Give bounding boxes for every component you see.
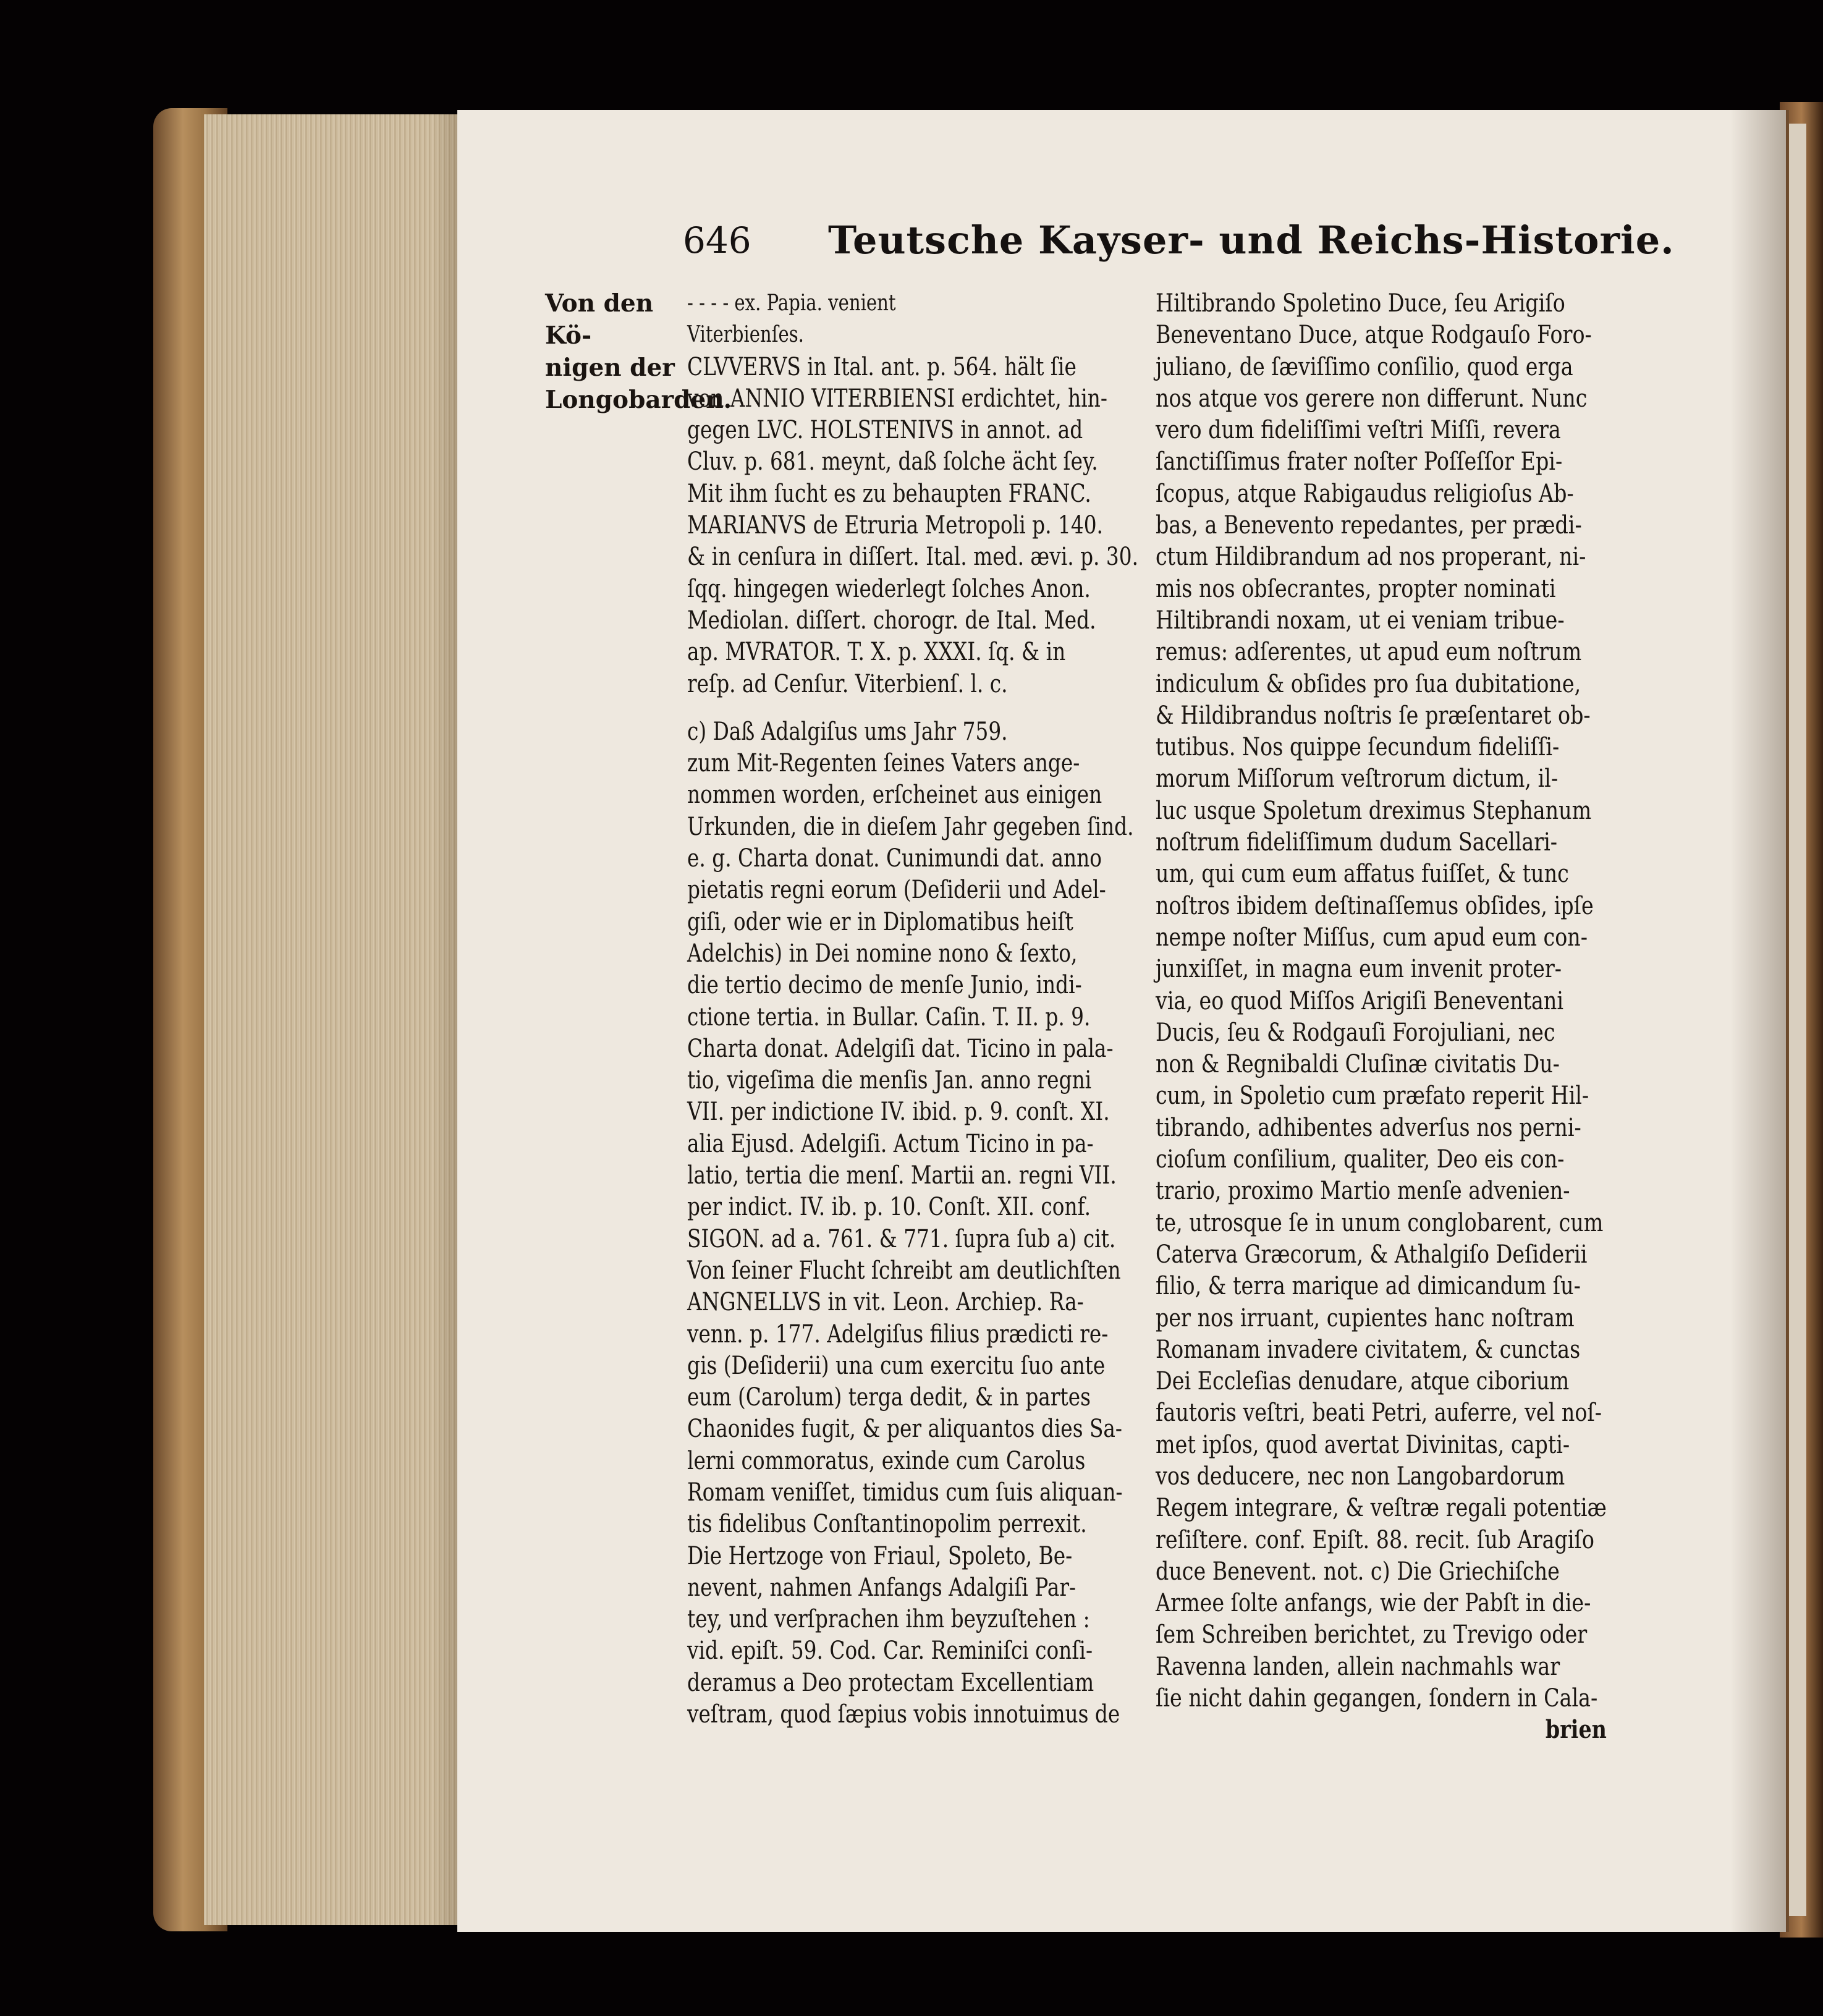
text-line: Urkunden, die in dieſem Jahr gegeben ſind. bbox=[687, 811, 1134, 841]
text-line: Von ſeiner Flucht ſchreibt am deutlichſten bbox=[687, 1255, 1121, 1285]
text-line: Chaonides fugit, & per aliquantos dies Sa- bbox=[687, 1413, 1123, 1444]
text-line: Caterva Græcorum, & Athalgiſo Deſiderii bbox=[1156, 1239, 1588, 1269]
text-line: ſcopus, atque Rabigaudus religioſus Ab- bbox=[1156, 478, 1574, 508]
text-line: ſqq. hingegen wiederlegt ſolches Anon. bbox=[687, 573, 1091, 603]
text-line: Beneventano Duce, atque Rodgauſo Foro- bbox=[1156, 320, 1592, 350]
text-line: ſanctiſſimus frater noſter Poſſeſſor Epi- bbox=[1156, 446, 1563, 476]
text-line: cioſum conſilium, qualiter, Deo eis con- bbox=[1156, 1144, 1565, 1174]
text-line: cum, in Spoletio cum præfato reperit Hil- bbox=[1156, 1080, 1589, 1111]
text-line: duce Benevent. not. c) Die Griechiſche bbox=[1156, 1556, 1560, 1586]
text-line: VII. per indictione IV. ibid. p. 9. conſt. XI. bbox=[687, 1096, 1110, 1127]
text-line: fautoris veſtri, beati Petri, auferre, vel noſ- bbox=[1156, 1397, 1602, 1428]
text-line: ap. MVRATOR. T. X. p. XXXI. ſq. & in bbox=[687, 637, 1066, 667]
text-line: junxiſſet, in magna eum invenit proter- bbox=[1156, 954, 1562, 984]
page-gutter-shadow bbox=[1730, 110, 1789, 1932]
text-line: von ANNIO VITERBIENSI erdichtet, hin- bbox=[687, 383, 1107, 413]
text-line: pietatis regni eorum (Deſiderii und Adel- bbox=[687, 875, 1106, 905]
text-line: noſtrum fideliſſimum dudum Sacellari- bbox=[1156, 827, 1558, 857]
text-line: gegen LVC. HOLSTENIVS in annot. ad bbox=[687, 415, 1083, 445]
text-line: remus: adſerentes, ut apud eum noſtrum bbox=[1156, 637, 1582, 667]
text-line: reſiſtere. conf. Epiſt. 88. recit. ſub Aragiſo bbox=[1156, 1524, 1594, 1554]
right-column bbox=[1156, 287, 1607, 1746]
text-line: Romanam invadere civitatem, & cunctas bbox=[1156, 1334, 1581, 1364]
text-line: deramus a Deo protectam Excellentiam bbox=[687, 1667, 1094, 1697]
text-line: Adelchis) in Dei nomine nono & ſexto, bbox=[687, 938, 1078, 968]
text-line: via, eo quod Miſſos Arigiſi Beneventani bbox=[1156, 985, 1564, 1015]
text-line: mis nos obſecrantes, propter nominati bbox=[1156, 573, 1556, 603]
text-line: Viterbienſes. bbox=[687, 322, 804, 348]
text-line: tutibus. Nos quippe ſecundum fideliſſi- bbox=[1156, 732, 1560, 762]
text-line: Charta donat. Adelgiſi dat. Ticino in pala- bbox=[687, 1033, 1114, 1063]
text-line: Hiltibrandi noxam, ut ei veniam tribue- bbox=[1156, 604, 1565, 635]
text-line: gis (Deſiderii) una cum exercitu ſuo ante bbox=[687, 1350, 1106, 1380]
text-line: - - - - ex. Papia. venient bbox=[687, 290, 896, 316]
text-line: noſtros ibidem deſtinaſſemus obſides, ipſe bbox=[1156, 890, 1594, 920]
text-line: luc usque Spoletum dreximus Stephanum bbox=[1156, 795, 1592, 825]
text-line: ſem Schreiben berichtet, zu Trevigo oder bbox=[1156, 1619, 1588, 1650]
text-line: indiculum & obſides pro ſua dubitatione, bbox=[1156, 668, 1581, 698]
text-line: tio, vigeſima die menſis Jan. anno regni bbox=[687, 1065, 1092, 1095]
paragraph-gap bbox=[687, 700, 1138, 716]
text-line: nommen worden, erſcheinet aus einigen bbox=[687, 779, 1102, 810]
text-line: venn. p. 177. Adelgiſus filius prædicti re- bbox=[687, 1318, 1109, 1349]
text-line: veſtram, quod ſæpius vobis innotuimus de bbox=[687, 1699, 1120, 1729]
text-line: Cluv. p. 681. meynt, daß ſolche ächt ſey. bbox=[687, 446, 1098, 476]
text-line: giſi, oder wie er in Diplomatibus heiſt bbox=[687, 906, 1073, 936]
text-line: e. g. Charta donat. Cunimundi dat. anno bbox=[687, 843, 1102, 873]
text-line: per nos irruant, cupientes hanc noſtram bbox=[1156, 1302, 1575, 1332]
text-line: Die Hertzoge von Friaul, Spoleto, Be- bbox=[687, 1540, 1073, 1570]
text-line: tey, und verſprachen ihm beyzuſtehen : bbox=[687, 1604, 1090, 1634]
text-line: ctum Hildibrandum ad nos properant, ni- bbox=[1156, 541, 1586, 572]
text-line: per indict. IV. ib. p. 10. Conſt. XII. conf. bbox=[687, 1192, 1091, 1222]
text-line: Regem integrare, & veſtræ regali potentiæ bbox=[1156, 1493, 1607, 1523]
text-line: trario, proximo Martio menſe advenien- bbox=[1156, 1175, 1570, 1206]
text-line: met ipſos, quod avertat Divinitas, capti- bbox=[1156, 1429, 1570, 1459]
text-line: nempe noſter Miſſus, cum apud eum con- bbox=[1156, 921, 1588, 952]
text-line: Mediolan. diſſert. chorogr. de Ital. Med. bbox=[687, 604, 1096, 635]
text-line: c) Daß Adalgiſus ums Jahr 759. bbox=[687, 716, 1008, 746]
text-line: & in cenſura in diſſert. Ital. med. ævi. p. 30. bbox=[687, 541, 1139, 572]
text-line: filio, & terra marique ad dimicandum ſu- bbox=[1156, 1271, 1581, 1301]
left-column bbox=[687, 287, 1138, 1730]
text-line: tibrando, adhibentes adverſus nos perni- bbox=[1156, 1112, 1581, 1142]
text-line: bas, a Benevento repedantes, per prædi- bbox=[1156, 510, 1582, 540]
text-line: & Hildibrandus noſtris ſe præſentaret ob- bbox=[1156, 700, 1591, 730]
margin-note: Von den Kö- nigen der Longobarden. bbox=[545, 289, 732, 414]
text-line: Ducis, ſeu & Rodgauſi Forojuliani, nec bbox=[1156, 1017, 1555, 1047]
text-line: MARIANVS de Etruria Metropoli p. 140. bbox=[687, 510, 1103, 540]
text-line: te, utrosque ſe in unum conglobarent, cum bbox=[1156, 1207, 1604, 1237]
text-line: alia Ejusd. Adelgiſi. Actum Ticino in pa- bbox=[687, 1128, 1094, 1158]
text-line: Romam veniſſet, timidus cum ſuis aliquan- bbox=[687, 1476, 1123, 1507]
text-line: latio, tertia die menſ. Martii an. regni VII. bbox=[687, 1160, 1117, 1190]
text-line: ANGNELLVS in vit. Leon. Archiep. Ra- bbox=[687, 1287, 1084, 1317]
text-line: Dei Eccleſias denudare, atque ciborium bbox=[1156, 1366, 1570, 1396]
text-line: die tertio decimo de menſe Junio, indi- bbox=[687, 970, 1082, 1000]
text-line: lerni commoratus, exinde cum Carolus bbox=[687, 1445, 1086, 1475]
text-line: Ravenna landen, allein nachmahls war bbox=[1156, 1651, 1560, 1681]
text-line: zum Mit-Regenten ſeines Vaters ange- bbox=[687, 748, 1080, 778]
running-head: Teutsche Kayser- und Reichs-Historie. bbox=[828, 218, 1675, 263]
text-line: eum (Carolum) terga dedit, & in partes bbox=[687, 1382, 1091, 1412]
catchword: brien bbox=[1545, 1714, 1607, 1745]
text-line: Mit ihm ſucht es zu behaupten FRANC. bbox=[687, 478, 1091, 508]
text-line: juliano, de ſæviſſimo conſilio, quod erga bbox=[1156, 351, 1573, 381]
text-line: vos deducere, nec non Langobardorum bbox=[1156, 1460, 1565, 1491]
text-line: CLVVERVS in Ital. ant. p. 564. hält ſie bbox=[687, 351, 1076, 381]
text-line: Hiltibrando Spoletino Duce, ſeu Arigiſo bbox=[1156, 288, 1565, 318]
text-line: morum Miſſorum veſtrorum dictum, il- bbox=[1156, 763, 1559, 794]
page-edges bbox=[204, 114, 463, 1925]
text-line: nos atque vos gerere non differunt. Nunc bbox=[1156, 383, 1588, 413]
text-line: nevent, nahmen Anfangs Adalgiſi Par- bbox=[687, 1572, 1076, 1602]
text-line: non & Regnibaldi Cluſinæ civitatis Du- bbox=[1156, 1049, 1560, 1079]
text-line: tis fidelibus Conſtantinopolim perrexit. bbox=[687, 1509, 1087, 1539]
text-line: Armee ſolte anfangs, wie der Pabſt in die- bbox=[1156, 1588, 1591, 1618]
facing-page-edge bbox=[1789, 124, 1806, 1916]
text-line: vid. epiſt. 59. Cod. Car. Reminiſci conſi- bbox=[687, 1635, 1093, 1666]
text-line: ctione tertia. in Bullar. Caſin. T. II. p. 9. bbox=[687, 1001, 1091, 1031]
text-line: SIGON. ad a. 761. & 771. ſupra ſub a) cit. bbox=[687, 1223, 1116, 1253]
text-line: ſie nicht dahin gegangen, ſondern in Cala- bbox=[1156, 1683, 1598, 1713]
text-line: vero dum fideliſſimi veſtri Miſſi, revera bbox=[1156, 415, 1561, 445]
text-line: um, qui cum eum affatus fuiſſet, & tunc bbox=[1156, 858, 1569, 889]
page-number: 646 bbox=[683, 219, 751, 261]
text-line: reſp. ad Cenſur. Viterbienſ. l. c. bbox=[687, 668, 1008, 698]
